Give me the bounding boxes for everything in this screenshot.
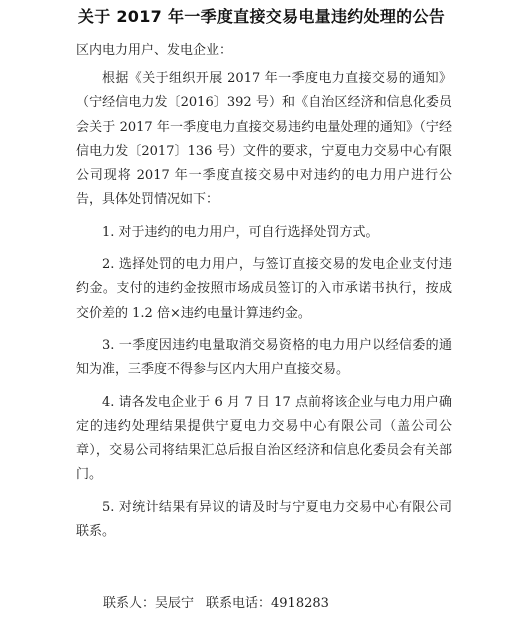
contact-line — [103, 593, 329, 615]
paragraph-item-4: 4. 请各发电企业于 6 月 7 日 17 点前将该企业与电力用户确定的违约处理结果提供宁夏电力交易中心有限公司（盖公司公章），交易公司将结果汇总后报自治区经济和信息化委员会有关部门。 — [76, 394, 452, 483]
paragraph-item-2: 2. 选择处罚的电力用户，与签订直接交易的发电企业支付违约金。支付的违约金按照市场成员签订的入市承诺书执行，按成交价差的 1.2 倍×违约电量计算违约金。 — [76, 257, 452, 321]
document-title: 关于 2017 年一季度直接交易电量违约处理的公告 — [77, 7, 446, 26]
paragraph-item-5: 5. 对统计结果有异议的请及时与宁夏电力交易中心有限公司联系。 — [76, 499, 452, 540]
recipient-line: 区内电力用户、发电企业： — [76, 43, 233, 58]
contact-phone: 联系电话：4918283 — [206, 596, 329, 611]
document-body — [76, 67, 452, 552]
paragraph-item-3: 3. 一季度因违约电量取消交易资格的电力用户以经信委的通知为准，三季度不得参与区内大用户直接交易。 — [76, 337, 452, 378]
paragraph-item-1: 1. 对于违约的电力用户，可自行选择处罚方式。 — [102, 224, 379, 240]
contact-person: 联系人：吴辰宁 — [103, 596, 195, 611]
paragraph-intro: 根据《关于组织开展 2017 年一季度电力直接交易的通知》（宁经信电力发〔2016〕392 号）和《自治区经济和信息化委员会关于 2017 年一季度电力直接交易违约电量处理的通知》（宁经信电力发〔2017〕136 号）文件的要求，宁夏电力交易中心有限公司现将 2017 年一季度直接交易中对违约的电力用户进行公告，具体处罚情况如下： — [76, 71, 452, 208]
